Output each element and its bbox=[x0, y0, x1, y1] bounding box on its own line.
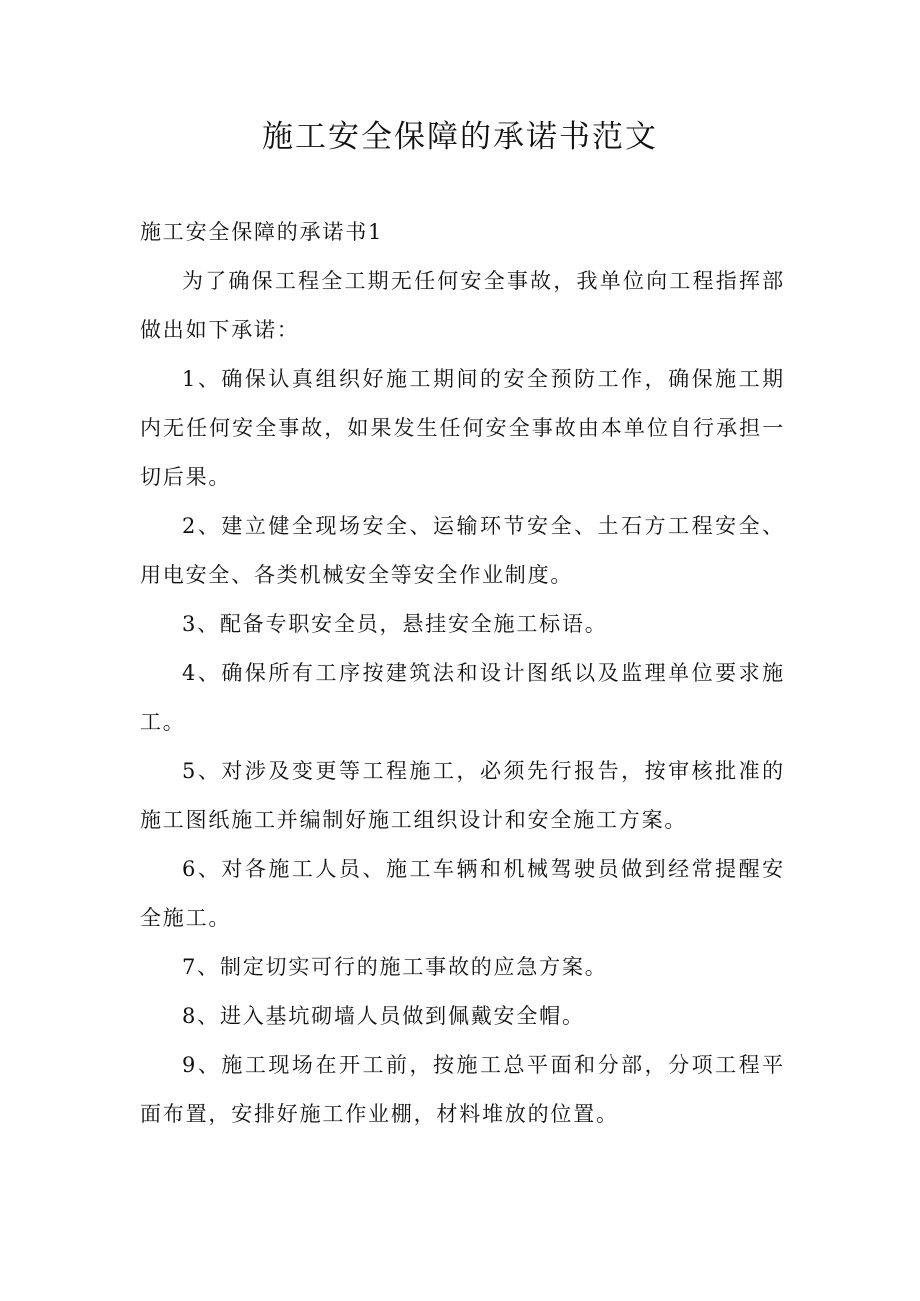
document-body bbox=[140, 208, 785, 1139]
commitment-item-2: 2、建立健全现场安全、运输环节安全、土石方工程安全、用电安全、各类机械安全等安全作业制度。 bbox=[140, 514, 785, 587]
commitment-item-8: 8、进入基坑砌墙人员做到佩戴安全帽。 bbox=[182, 1004, 585, 1028]
commitment-item-9: 9、施工现场在开工前，按施工总平面和分部，分项工程平面布置，安排好施工作业棚，材料堆放的位置。 bbox=[140, 1053, 785, 1126]
commitment-item-6: 6、对各施工人员、施工车辆和机械驾驶员做到经常提醒安全施工。 bbox=[140, 857, 785, 930]
intro-paragraph: 为了确保工程全工期无任何安全事故，我单位向工程指挥部做出如下承诺： bbox=[140, 269, 785, 342]
commitment-item-5: 5、对涉及变更等工程施工，必须先行报告，按审核批准的施工图纸施工并编制好施工组织设计和安全施工方案。 bbox=[140, 759, 785, 832]
document-title: 施工安全保障的承诺书范文 bbox=[262, 119, 658, 155]
commitment-item-4: 4、确保所有工序按建筑法和设计图纸以及监理单位要求施工。 bbox=[140, 661, 785, 734]
commitment-item-3: 3、配备专职安全员，悬挂安全施工标语。 bbox=[182, 612, 608, 636]
section-heading: 施工安全保障的承诺书1 bbox=[140, 220, 384, 244]
commitment-item-7: 7、制定切实可行的施工事故的应急方案。 bbox=[182, 955, 608, 979]
commitment-item-1: 1、确保认真组织好施工期间的安全预防工作，确保施工期内无任何安全事故，如果发生任何安全事故由本单位自行承担一切后果。 bbox=[140, 367, 785, 489]
